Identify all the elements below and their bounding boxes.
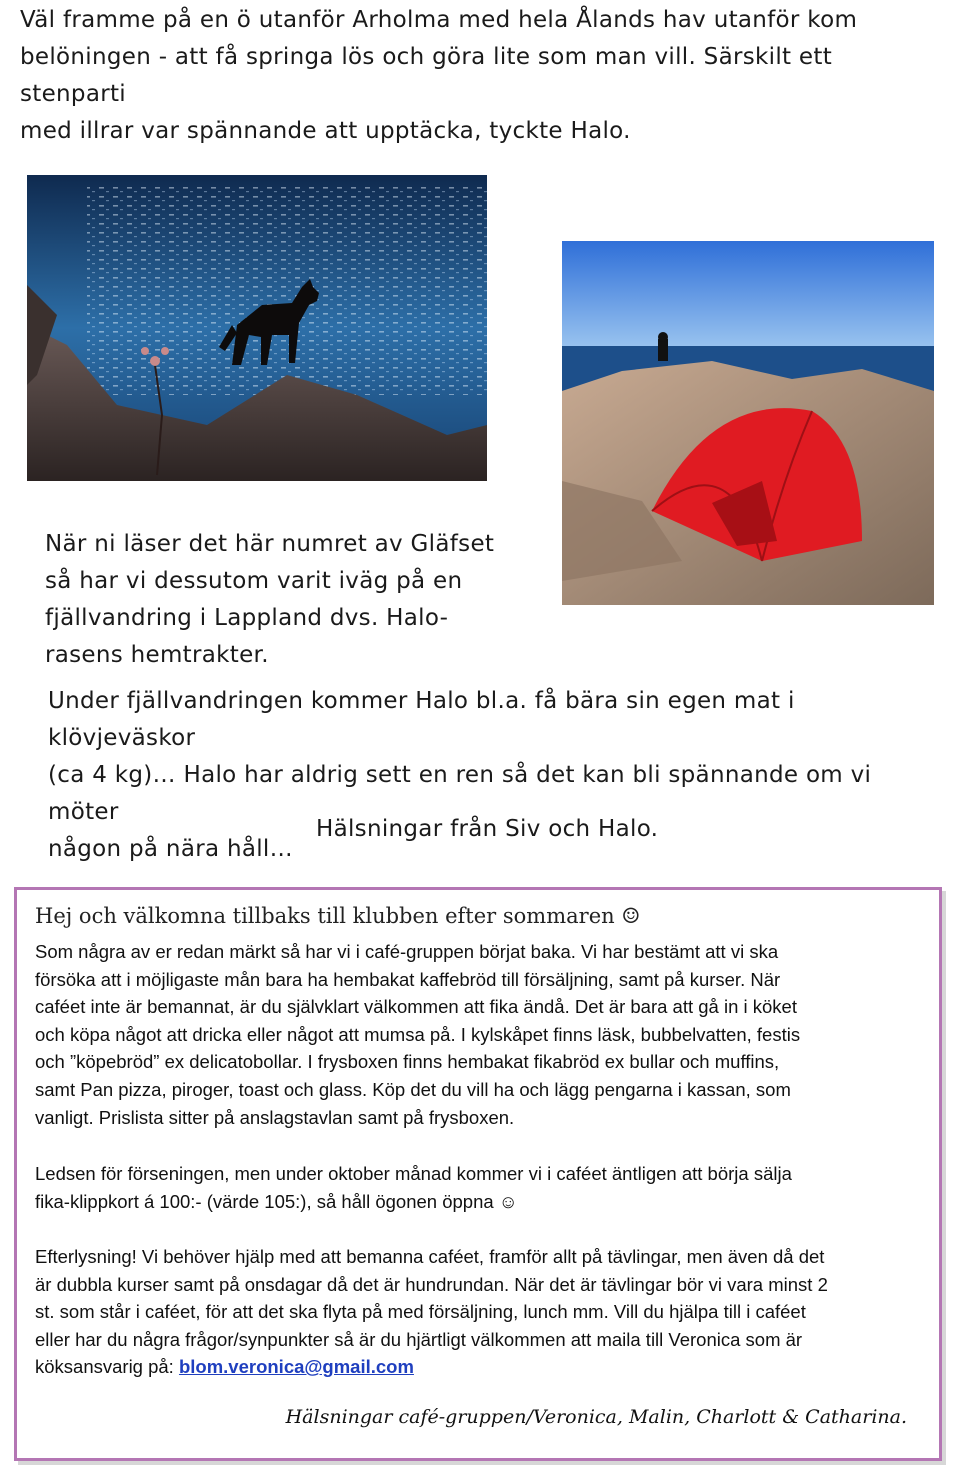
under-line: någon på nära håll… [48, 836, 293, 862]
lappland-paragraph [45, 526, 525, 674]
cafe-paragraph-efterlysning [35, 1243, 935, 1381]
intro-paragraph [20, 2, 920, 150]
cafe-line: är dubbla kurser samt på onsdagar då det är hundrundan. När det är tävlingar bör vi vara minst 2 [35, 1273, 828, 1295]
cafe-line: och ”köpebröd” ex delicatobollar. I frysboxen finns hembakat fikabröd ex bullar och muffins, [35, 1051, 780, 1073]
cafe-line-contact [35, 1353, 935, 1381]
cafe-line: samt Pan pizza, piroger, toast och glass. Köp det du vill ha och lägg pengarna i kassan, som [35, 1078, 791, 1100]
cafe-paragraph-klippkort [35, 1160, 935, 1215]
cafe-line: Efterlysning! Vi behöver hjälp med att bemanna caféet, framför allt på tävlingar, men även då det [35, 1246, 825, 1267]
cafe-line: st. som står i caféet, för att det ska flyta på med försäljning, lunch mm. Vill du hjälpa till i caféet [35, 1301, 806, 1323]
mid-line: När ni läser det här numret av Gläfset [45, 531, 495, 557]
contact-prefix: köksansvarig på: [35, 1356, 179, 1378]
mid-line: så har vi dessutom varit iväg på en [45, 568, 463, 594]
red-tent-photo [562, 241, 934, 605]
intro-line: med illrar var spännande att upptäcka, tyckte Halo. [20, 118, 631, 144]
cafe-line: Ledsen för förseningen, men under oktober månad kommer vi i caféet äntligen att börja sälja [35, 1163, 792, 1184]
under-line: Under fjällvandringen kommer Halo bl.a. få bära sin egen mat i klövjeväskor [48, 688, 795, 751]
dog-by-sea-photo [27, 175, 487, 481]
cafe-notice-box [14, 887, 942, 1461]
cafe-line: Som några av er redan märkt så har vi i café-gruppen börjat baka. Vi har bestämt att vi ska [35, 941, 779, 962]
email-link[interactable]: blom.veronica@gmail.com [178, 1356, 414, 1378]
cafe-line: fika-klippkort á 100:- (värde 105:), så håll ögonen öppna ☺ [35, 1190, 518, 1212]
intro-line: belöningen - att få springa lös och göra lite som man vill. Särskilt ett stenparti [20, 44, 833, 107]
mid-line: fjällvandring i Lappland dvs. Halo- [45, 605, 449, 631]
cafe-line: försöka att i möjligaste mån bara ha hembakat kaffebröd till försäljning, samt på kurser. När [35, 968, 781, 990]
cafe-line: och köpa något att dricka eller något att mumsa på. I kylskåpet finns läsk, bubbelvatten, festis [35, 1023, 801, 1045]
greeting-siv-halo: Hälsningar från Siv och Halo. [316, 816, 659, 842]
mid-line: rasens hemtrakter. [45, 642, 269, 668]
cafe-line: vanligt. Prislista sitter på anslagstavlan samt på frysboxen. [35, 1106, 515, 1128]
cafe-signature: Hälsningar café-gruppen/Veronica, Malin, Charlott & Catharina. [285, 1406, 907, 1428]
cafe-heading: Hej och välkomna tillbaks till klubben efter sommaren ☺ [35, 904, 641, 928]
cafe-line: caféet inte är bemannat, är du självklart välkommen att fika ändå. Det är bara att gå in i köket [35, 996, 797, 1018]
cafe-line: eller har du några frågor/synpunkter så är du hjärtligt välkommen att maila till Veronica som är [35, 1328, 803, 1350]
under-line: (ca 4 kg)… Halo har aldrig sett en ren så det kan bli spännande om vi möter [48, 762, 872, 825]
cafe-paragraph-baking [35, 938, 935, 1131]
intro-line: Väl framme på en ö utanför Arholma med hela Ålands hav utanför kom [20, 7, 858, 33]
